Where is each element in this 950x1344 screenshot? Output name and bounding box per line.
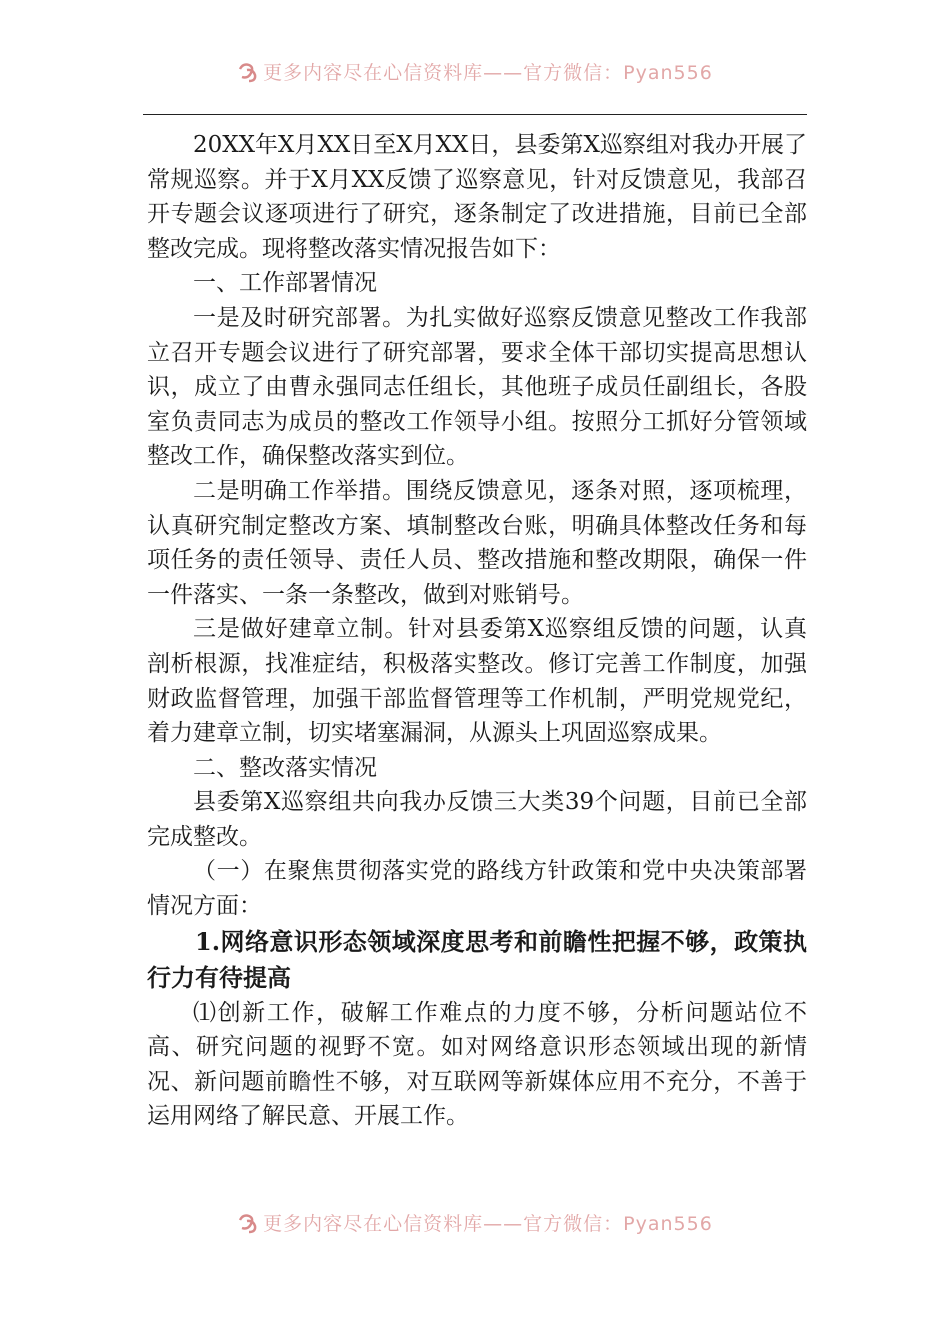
watermark-text: 更多内容尽在心信资料库——官方微信：Pyan556 (263, 1213, 713, 1235)
section1-heading: 一、工作部署情况 (193, 270, 377, 297)
document-body (147, 128, 807, 1134)
intro-paragraph: 20XX年X月XX日至X月XX日，县委第X巡察组对我办开展了常规巡察。并于X月XX反馈了巡察意见，针对反馈意见，我部召开专题会议逐项进行了研究，逐条制定了改进措施，目前已全部整改完成。现将整改落实情况报告如下： (147, 132, 807, 262)
logo-icon (237, 1212, 259, 1234)
section2-heading: 二、整改落实情况 (193, 754, 377, 781)
section1-paragraph-1: 一是及时研究部署。为扎实做好巡察反馈意见整改工作我部立召开专题会议进行了研究部署，要求全体干部切实提高思想认识，成立了由曹永强同志任组长，其他班子成员任副组长，各股室负责同志为成员的整改工作领导小组。按照分工抓好分管领域整改工作，确保整改落实到位。 (147, 304, 807, 470)
subsection1-heading: （一）在聚焦贯彻落实党的路线方针政策和党中央决策部署情况方面： (147, 858, 807, 920)
section2-paragraph-1: 县委第X巡察组共向我办反馈三大类39个问题，目前已全部完成整改。 (147, 789, 807, 850)
watermark-text: 更多内容尽在心信资料库——官方微信：Pyan556 (263, 62, 713, 84)
item1-heading: 1.网络意识形态领域深度思考和前瞻性把握不够，政策执行力有待提高 (147, 926, 807, 992)
item1-paragraph-1: ⑴创新工作，破解工作难点的力度不够，分析问题站位不高、研究问题的视野不宽。如对网络意识形态领域出现的新情况、新问题前瞻性不够，对互联网等新媒体应用不充分，不善于运用网络了解民意、开展工作。 (147, 999, 807, 1130)
section1-paragraph-3: 三是做好建章立制。针对县委第X巡察组反馈的问题，认真剖析根源，找准症结，积极落实整改。修订完善工作制度，加强财政监督管理，加强干部监督管理等工作机制，严明党规党纪，着力建章立制，切实堵塞漏洞，从源头上巩固巡察成果。 (147, 616, 807, 747)
watermark-footer (0, 1209, 950, 1236)
logo-icon (237, 61, 259, 83)
header-rule (143, 114, 807, 115)
watermark-header (0, 58, 950, 85)
section1-paragraph-2: 二是明确工作举措。围绕反馈意见，逐条对照，逐项梳理，认真研究制定整改方案、填制整改台账，明确具体整改任务和每项任务的责任领导、责任人员、整改措施和整改期限，确保一件一件落实、一条一条整改，做到对账销号。 (147, 477, 807, 608)
